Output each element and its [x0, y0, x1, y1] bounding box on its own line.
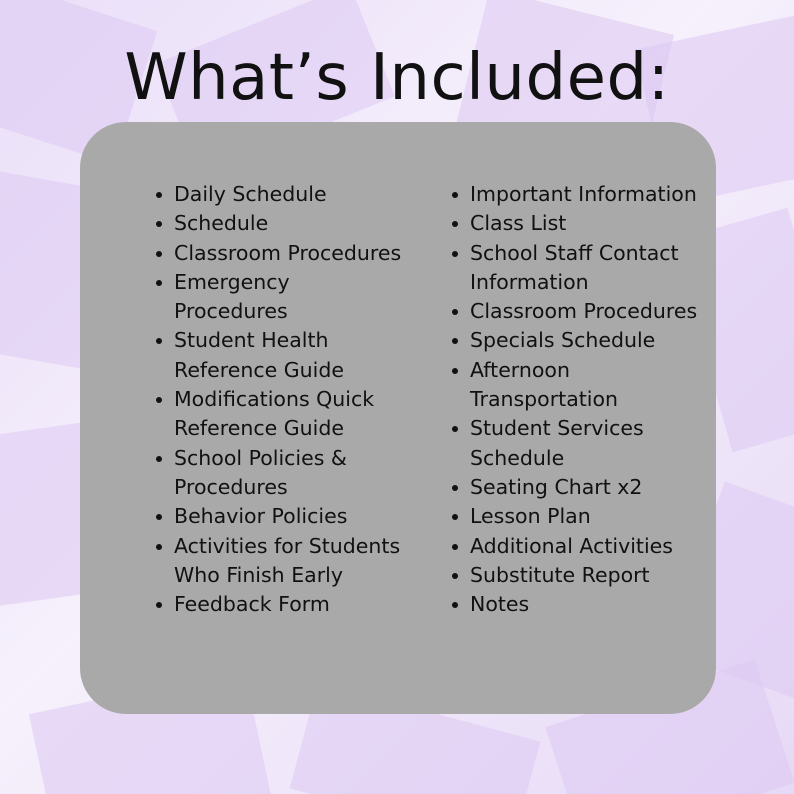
list-item: Classroom Procedures: [154, 239, 404, 268]
list-item: Emergency Procedures: [154, 268, 404, 327]
list-item: Student Services Schedule: [450, 414, 700, 473]
list-item: Notes: [450, 590, 700, 619]
list-item: Schedule: [154, 209, 404, 238]
list-item: Important Information: [450, 180, 700, 209]
list-item: Modifications Quick Reference Guide: [154, 385, 404, 444]
list-item: Classroom Procedures: [450, 297, 700, 326]
list-item: Substitute Report: [450, 561, 700, 590]
right-item-list: [450, 180, 700, 619]
list-item: Seating Chart x2: [450, 473, 700, 502]
list-item: Class List: [450, 209, 700, 238]
list-item: Daily Schedule: [154, 180, 404, 209]
list-item: Behavior Policies: [154, 502, 404, 531]
list-item: School Policies & Procedures: [154, 444, 404, 503]
content-panel: [80, 122, 716, 714]
list-item: Feedback Form: [154, 590, 404, 619]
left-item-list: [154, 180, 404, 619]
page-title: What’s Included:: [124, 41, 670, 115]
list-item: Afternoon Transportation: [450, 356, 700, 415]
list-item: Student Health Reference Guide: [154, 326, 404, 385]
list-item: Specials Schedule: [450, 326, 700, 355]
list-item: Additional Activities: [450, 532, 700, 561]
list-item: Activities for Students Who Finish Early: [154, 532, 404, 591]
list-item: Lesson Plan: [450, 502, 700, 531]
list-item: School Staff Contact Information: [450, 239, 700, 298]
